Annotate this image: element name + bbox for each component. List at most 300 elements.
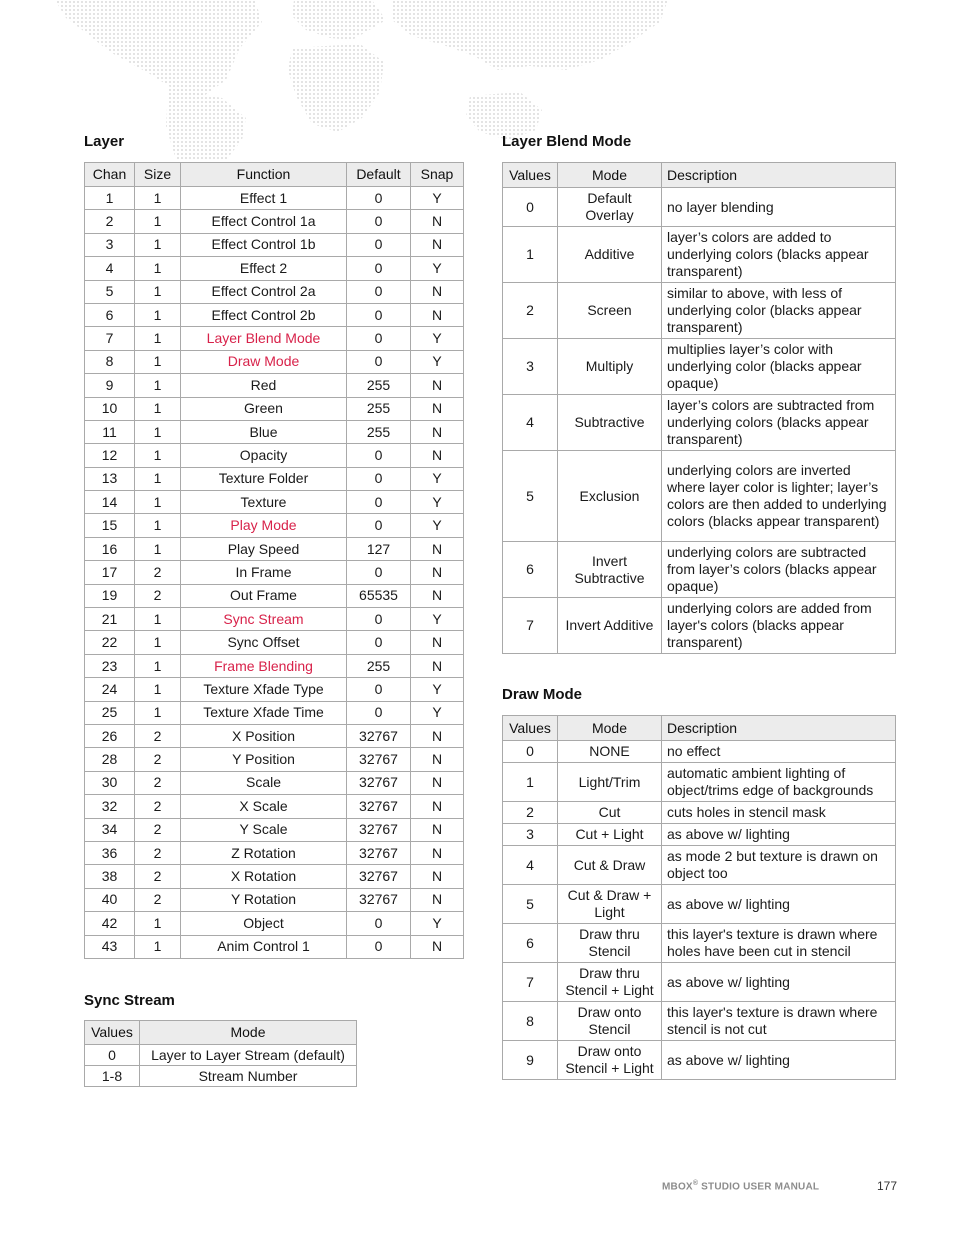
layer-section-title: Layer xyxy=(84,133,125,150)
layer-chan-cell: 43 xyxy=(85,935,135,958)
layer-chan-cell: 21 xyxy=(85,608,135,631)
draw-header-mode: Mode xyxy=(558,716,662,741)
layer-snap-cell: N xyxy=(411,537,464,560)
footer-manual-title xyxy=(662,1180,819,1192)
layer-snap-cell: N xyxy=(411,748,464,771)
draw-mode-section-title: Draw Mode xyxy=(502,686,583,703)
draw-mode-table xyxy=(502,715,896,1080)
blend-value-cell: 7 xyxy=(503,598,558,654)
layer-snap-cell: Y xyxy=(411,187,464,210)
layer-default-cell: 0 xyxy=(347,608,411,631)
layer-chan-cell: 1 xyxy=(85,187,135,210)
layer-size-cell: 2 xyxy=(135,865,181,888)
layer-snap-cell: N xyxy=(411,374,464,397)
layer-chan-cell: 23 xyxy=(85,654,135,677)
layer-snap-cell: Y xyxy=(411,701,464,724)
layer-chan-cell: 14 xyxy=(85,491,135,514)
layer-size-cell: 1 xyxy=(135,187,181,210)
layer-function-cell: Sync Offset xyxy=(181,631,347,654)
draw-mode-cell: Cut & Draw xyxy=(558,846,662,885)
blend-description-cell: similar to above, with less of underlying color (blacks appear transparent) xyxy=(662,283,896,339)
blend-mode-cell: Multiply xyxy=(558,339,662,395)
layer-chan-cell: 32 xyxy=(85,795,135,818)
table-row xyxy=(503,846,896,885)
layer-function-cell: X Scale xyxy=(181,795,347,818)
layer-snap-cell: N xyxy=(411,303,464,326)
layer-snap-cell: Y xyxy=(411,327,464,350)
layer-size-cell: 2 xyxy=(135,841,181,864)
table-row xyxy=(85,187,464,210)
layer-chan-cell: 12 xyxy=(85,444,135,467)
layer-function-cell: Red xyxy=(181,374,347,397)
draw-mode-cell: Cut xyxy=(558,802,662,824)
layer-snap-cell: Y xyxy=(411,467,464,490)
layer-function-cell: Opacity xyxy=(181,444,347,467)
layer-chan-cell: 5 xyxy=(85,280,135,303)
draw-value-cell: 3 xyxy=(503,824,558,846)
layer-snap-cell: N xyxy=(411,865,464,888)
draw-description-cell: as above w/ lighting xyxy=(662,824,896,846)
layer-chan-cell: 2 xyxy=(85,210,135,233)
table-row xyxy=(85,771,464,794)
blend-mode-cell: Screen xyxy=(558,283,662,339)
blend-header-values: Values xyxy=(503,163,558,188)
blend-value-cell: 0 xyxy=(503,188,558,227)
layer-chan-cell: 36 xyxy=(85,841,135,864)
layer-default-cell: 0 xyxy=(347,210,411,233)
blend-description-cell: layer’s colors are subtracted from underlying colors (blacks appear transparent) xyxy=(662,395,896,451)
layer-snap-cell: N xyxy=(411,233,464,256)
layer-snap-cell: N xyxy=(411,935,464,958)
layer-size-cell: 2 xyxy=(135,795,181,818)
draw-mode-cell: Cut & Draw + Light xyxy=(558,885,662,924)
table-row xyxy=(503,741,896,763)
table-row xyxy=(503,963,896,1002)
blend-mode-table-body xyxy=(503,188,896,654)
layer-function-link[interactable]: Frame Blending xyxy=(181,654,347,677)
table-row xyxy=(503,1002,896,1041)
layer-header-chan: Chan xyxy=(85,163,135,187)
layer-header-snap: Snap xyxy=(411,163,464,187)
layer-chan-cell: 34 xyxy=(85,818,135,841)
layer-size-cell: 2 xyxy=(135,724,181,747)
table-row xyxy=(85,397,464,420)
layer-function-cell: Texture Xfade Type xyxy=(181,678,347,701)
layer-header-function: Function xyxy=(181,163,347,187)
layer-snap-cell: N xyxy=(411,631,464,654)
layer-default-cell: 0 xyxy=(347,561,411,584)
blend-description-cell: layer’s colors are added to underlying colors (blacks appear transparent) xyxy=(662,227,896,283)
layer-default-cell: 0 xyxy=(347,444,411,467)
blend-description-cell: multiplies layer’s color with underlying color (blacks appear opaque) xyxy=(662,339,896,395)
sync-mode-cell: Layer to Layer Stream (default) xyxy=(140,1045,357,1066)
layer-size-cell: 1 xyxy=(135,374,181,397)
layer-size-cell: 1 xyxy=(135,935,181,958)
layer-size-cell: 1 xyxy=(135,608,181,631)
layer-chan-cell: 9 xyxy=(85,374,135,397)
layer-size-cell: 1 xyxy=(135,701,181,724)
layer-size-cell: 1 xyxy=(135,467,181,490)
layer-snap-cell: N xyxy=(411,444,464,467)
layer-chan-cell: 40 xyxy=(85,888,135,911)
layer-snap-cell: N xyxy=(411,210,464,233)
layer-snap-cell: Y xyxy=(411,491,464,514)
layer-function-link[interactable]: Draw Mode xyxy=(181,350,347,373)
sync-header-mode: Mode xyxy=(140,1021,357,1045)
layer-size-cell: 1 xyxy=(135,678,181,701)
blend-value-cell: 4 xyxy=(503,395,558,451)
blend-description-cell: underlying colors are inverted where layer color is lighter; layer’s colors are then added to underlying colors (blacks appear transparent) xyxy=(662,451,896,542)
layer-default-cell: 32767 xyxy=(347,818,411,841)
layer-header-size: Size xyxy=(135,163,181,187)
layer-default-cell: 255 xyxy=(347,420,411,443)
table-row xyxy=(85,888,464,911)
table-row xyxy=(503,339,896,395)
layer-table xyxy=(84,162,464,959)
draw-value-cell: 8 xyxy=(503,1002,558,1041)
layer-size-cell: 2 xyxy=(135,771,181,794)
layer-function-cell: Play Speed xyxy=(181,537,347,560)
draw-value-cell: 0 xyxy=(503,741,558,763)
layer-default-cell: 255 xyxy=(347,397,411,420)
layer-snap-cell: N xyxy=(411,654,464,677)
layer-size-cell: 1 xyxy=(135,514,181,537)
layer-size-cell: 1 xyxy=(135,233,181,256)
layer-default-cell: 32767 xyxy=(347,865,411,888)
layer-chan-cell: 6 xyxy=(85,303,135,326)
layer-chan-cell: 10 xyxy=(85,397,135,420)
draw-mode-cell: Draw thru Stencil + Light xyxy=(558,963,662,1002)
layer-size-cell: 1 xyxy=(135,491,181,514)
draw-value-cell: 2 xyxy=(503,802,558,824)
layer-function-cell: Blue xyxy=(181,420,347,443)
draw-description-cell: cuts holes in stencil mask xyxy=(662,802,896,824)
layer-chan-cell: 38 xyxy=(85,865,135,888)
layer-chan-cell: 3 xyxy=(85,233,135,256)
table-row xyxy=(85,841,464,864)
layer-chan-cell: 22 xyxy=(85,631,135,654)
layer-size-cell: 1 xyxy=(135,350,181,373)
blend-mode-cell: Subtractive xyxy=(558,395,662,451)
layer-chan-cell: 7 xyxy=(85,327,135,350)
layer-chan-cell: 17 xyxy=(85,561,135,584)
blend-header-description: Description xyxy=(662,163,896,188)
layer-default-cell: 32767 xyxy=(347,724,411,747)
layer-snap-cell: N xyxy=(411,888,464,911)
layer-function-cell: Texture Folder xyxy=(181,467,347,490)
layer-chan-cell: 4 xyxy=(85,257,135,280)
layer-size-cell: 1 xyxy=(135,210,181,233)
layer-function-cell: Effect 1 xyxy=(181,187,347,210)
layer-chan-cell: 25 xyxy=(85,701,135,724)
layer-chan-cell: 24 xyxy=(85,678,135,701)
layer-size-cell: 2 xyxy=(135,818,181,841)
layer-chan-cell: 15 xyxy=(85,514,135,537)
layer-size-cell: 1 xyxy=(135,444,181,467)
layer-default-cell: 0 xyxy=(347,514,411,537)
layer-chan-cell: 30 xyxy=(85,771,135,794)
layer-chan-cell: 16 xyxy=(85,537,135,560)
blend-mode-cell: Invert Subtractive xyxy=(558,542,662,598)
sync-stream-table-body xyxy=(85,1045,357,1087)
table-row xyxy=(85,935,464,958)
draw-header-description: Description xyxy=(662,716,896,741)
blend-description-cell: underlying colors are added from layer's colors (blacks appear transparent) xyxy=(662,598,896,654)
layer-function-cell: Object xyxy=(181,912,347,935)
table-row xyxy=(503,924,896,963)
layer-default-cell: 32767 xyxy=(347,888,411,911)
layer-size-cell: 1 xyxy=(135,280,181,303)
layer-default-cell: 0 xyxy=(347,678,411,701)
draw-value-cell: 5 xyxy=(503,885,558,924)
layer-size-cell: 2 xyxy=(135,888,181,911)
layer-default-cell: 0 xyxy=(347,187,411,210)
layer-size-cell: 1 xyxy=(135,631,181,654)
layer-default-cell: 0 xyxy=(347,233,411,256)
layer-chan-cell: 26 xyxy=(85,724,135,747)
layer-default-cell: 255 xyxy=(347,654,411,677)
table-row xyxy=(85,724,464,747)
layer-function-link[interactable]: Sync Stream xyxy=(181,608,347,631)
draw-mode-cell: Light/Trim xyxy=(558,763,662,802)
table-row xyxy=(85,795,464,818)
layer-function-cell: X Position xyxy=(181,724,347,747)
footer-manual-name: STUDIO USER MANUAL xyxy=(698,1181,820,1193)
draw-description-cell: no effect xyxy=(662,741,896,763)
table-row xyxy=(503,283,896,339)
table-row xyxy=(85,865,464,888)
table-row xyxy=(85,327,464,350)
layer-function-cell: Texture Xfade Time xyxy=(181,701,347,724)
draw-mode-table-body xyxy=(503,741,896,1080)
layer-default-cell: 0 xyxy=(347,280,411,303)
layer-function-link[interactable]: Play Mode xyxy=(181,514,347,537)
layer-function-cell: Y Scale xyxy=(181,818,347,841)
blend-mode-cell: Default Overlay xyxy=(558,188,662,227)
layer-function-cell: Y Position xyxy=(181,748,347,771)
table-row xyxy=(85,210,464,233)
layer-chan-cell: 28 xyxy=(85,748,135,771)
layer-chan-cell: 19 xyxy=(85,584,135,607)
table-row xyxy=(85,1066,357,1087)
layer-size-cell: 1 xyxy=(135,397,181,420)
layer-function-cell: Scale xyxy=(181,771,347,794)
sync-header-values: Values xyxy=(85,1021,140,1045)
table-row xyxy=(85,818,464,841)
sync-stream-section-title: Sync Stream xyxy=(84,992,175,1009)
draw-mode-cell: Draw onto Stencil + Light xyxy=(558,1041,662,1080)
sync-value-cell: 0 xyxy=(85,1045,140,1066)
draw-value-cell: 7 xyxy=(503,963,558,1002)
draw-mode-cell: Cut + Light xyxy=(558,824,662,846)
table-row xyxy=(85,701,464,724)
table-row xyxy=(85,678,464,701)
layer-size-cell: 1 xyxy=(135,654,181,677)
layer-snap-cell: N xyxy=(411,841,464,864)
footer-brand: MBOX xyxy=(662,1181,693,1193)
table-row xyxy=(85,280,464,303)
layer-snap-cell: N xyxy=(411,280,464,303)
table-row xyxy=(503,395,896,451)
draw-description-cell: as above w/ lighting xyxy=(662,1041,896,1080)
footer-registered-mark: ® xyxy=(692,1180,699,1187)
layer-function-cell: Green xyxy=(181,397,347,420)
layer-default-cell: 0 xyxy=(347,327,411,350)
table-row xyxy=(503,227,896,283)
table-row xyxy=(85,514,464,537)
layer-default-cell: 32767 xyxy=(347,771,411,794)
table-row xyxy=(503,802,896,824)
layer-function-cell: Anim Control 1 xyxy=(181,935,347,958)
blend-value-cell: 3 xyxy=(503,339,558,395)
layer-default-cell: 0 xyxy=(347,631,411,654)
table-row xyxy=(85,444,464,467)
layer-default-cell: 0 xyxy=(347,912,411,935)
layer-snap-cell: N xyxy=(411,584,464,607)
layer-default-cell: 255 xyxy=(347,374,411,397)
layer-default-cell: 0 xyxy=(347,257,411,280)
table-row xyxy=(85,631,464,654)
layer-size-cell: 1 xyxy=(135,303,181,326)
layer-snap-cell: Y xyxy=(411,608,464,631)
layer-default-cell: 0 xyxy=(347,303,411,326)
draw-value-cell: 4 xyxy=(503,846,558,885)
layer-snap-cell: N xyxy=(411,771,464,794)
layer-snap-cell: Y xyxy=(411,350,464,373)
layer-default-cell: 0 xyxy=(347,491,411,514)
layer-default-cell: 0 xyxy=(347,935,411,958)
blend-mode-table xyxy=(502,162,896,654)
draw-value-cell: 1 xyxy=(503,763,558,802)
draw-description-cell: automatic ambient lighting of object/trims edge of backgrounds xyxy=(662,763,896,802)
table-row xyxy=(85,584,464,607)
layer-default-cell: 65535 xyxy=(347,584,411,607)
table-row xyxy=(85,420,464,443)
table-row xyxy=(85,233,464,256)
layer-default-cell: 0 xyxy=(347,350,411,373)
layer-default-cell: 32767 xyxy=(347,841,411,864)
layer-snap-cell: Y xyxy=(411,257,464,280)
layer-chan-cell: 8 xyxy=(85,350,135,373)
layer-default-cell: 0 xyxy=(347,467,411,490)
layer-size-cell: 1 xyxy=(135,327,181,350)
table-row xyxy=(85,303,464,326)
draw-description-cell: as mode 2 but texture is drawn on object too xyxy=(662,846,896,885)
draw-mode-cell: NONE xyxy=(558,741,662,763)
table-row xyxy=(503,542,896,598)
layer-function-cell: Effect Control 2b xyxy=(181,303,347,326)
table-row xyxy=(85,561,464,584)
table-row xyxy=(85,374,464,397)
draw-mode-cell: Draw thru Stencil xyxy=(558,924,662,963)
draw-description-cell: this layer's texture is drawn where holes have been cut in stencil xyxy=(662,924,896,963)
draw-value-cell: 9 xyxy=(503,1041,558,1080)
table-row xyxy=(503,188,896,227)
layer-snap-cell: N xyxy=(411,420,464,443)
table-row xyxy=(85,748,464,771)
layer-size-cell: 2 xyxy=(135,584,181,607)
table-row xyxy=(503,824,896,846)
layer-default-cell: 127 xyxy=(347,537,411,560)
layer-default-cell: 32767 xyxy=(347,748,411,771)
layer-chan-cell: 11 xyxy=(85,420,135,443)
sync-value-cell: 1-8 xyxy=(85,1066,140,1087)
layer-function-link[interactable]: Layer Blend Mode xyxy=(181,327,347,350)
sync-mode-cell: Stream Number xyxy=(140,1066,357,1087)
blend-value-cell: 2 xyxy=(503,283,558,339)
layer-table-body xyxy=(85,187,464,959)
table-row xyxy=(85,654,464,677)
blend-value-cell: 6 xyxy=(503,542,558,598)
table-row xyxy=(85,912,464,935)
layer-function-cell: Y Rotation xyxy=(181,888,347,911)
layer-snap-cell: N xyxy=(411,795,464,818)
table-row xyxy=(503,451,896,542)
layer-size-cell: 1 xyxy=(135,912,181,935)
layer-snap-cell: N xyxy=(411,561,464,584)
layer-function-cell: Out Frame xyxy=(181,584,347,607)
table-row xyxy=(503,763,896,802)
draw-description-cell: as above w/ lighting xyxy=(662,885,896,924)
blend-mode-cell: Invert Additive xyxy=(558,598,662,654)
draw-header-values: Values xyxy=(503,716,558,741)
table-row xyxy=(85,257,464,280)
layer-function-cell: Z Rotation xyxy=(181,841,347,864)
layer-size-cell: 1 xyxy=(135,537,181,560)
blend-value-cell: 1 xyxy=(503,227,558,283)
blend-header-mode: Mode xyxy=(558,163,662,188)
layer-snap-cell: Y xyxy=(411,912,464,935)
sync-stream-table xyxy=(84,1020,357,1087)
blend-mode-cell: Exclusion xyxy=(558,451,662,542)
blend-description-cell: underlying colors are subtracted from layer’s colors (blacks appear opaque) xyxy=(662,542,896,598)
layer-size-cell: 1 xyxy=(135,257,181,280)
blend-mode-cell: Additive xyxy=(558,227,662,283)
layer-size-cell: 2 xyxy=(135,748,181,771)
draw-value-cell: 6 xyxy=(503,924,558,963)
layer-function-cell: Effect Control 2a xyxy=(181,280,347,303)
layer-default-cell: 32767 xyxy=(347,795,411,818)
table-row xyxy=(85,467,464,490)
table-row xyxy=(85,1045,357,1066)
layer-function-cell: In Frame xyxy=(181,561,347,584)
blend-mode-section-title: Layer Blend Mode xyxy=(502,133,632,150)
layer-function-cell: Texture xyxy=(181,491,347,514)
blend-value-cell: 5 xyxy=(503,451,558,542)
layer-size-cell: 1 xyxy=(135,420,181,443)
draw-description-cell: as above w/ lighting xyxy=(662,963,896,1002)
layer-snap-cell: N xyxy=(411,397,464,420)
layer-snap-cell: Y xyxy=(411,678,464,701)
table-row xyxy=(85,537,464,560)
layer-chan-cell: 13 xyxy=(85,467,135,490)
table-row xyxy=(503,1041,896,1080)
table-row xyxy=(503,885,896,924)
layer-snap-cell: N xyxy=(411,724,464,747)
draw-mode-cell: Draw onto Stencil xyxy=(558,1002,662,1041)
table-row xyxy=(85,608,464,631)
layer-function-cell: Effect Control 1a xyxy=(181,210,347,233)
layer-function-cell: Effect 2 xyxy=(181,257,347,280)
layer-size-cell: 2 xyxy=(135,561,181,584)
layer-default-cell: 0 xyxy=(347,701,411,724)
table-row xyxy=(503,598,896,654)
table-row xyxy=(85,350,464,373)
layer-function-cell: X Rotation xyxy=(181,865,347,888)
layer-snap-cell: N xyxy=(411,818,464,841)
layer-function-cell: Effect Control 1b xyxy=(181,233,347,256)
layer-header-default: Default xyxy=(347,163,411,187)
